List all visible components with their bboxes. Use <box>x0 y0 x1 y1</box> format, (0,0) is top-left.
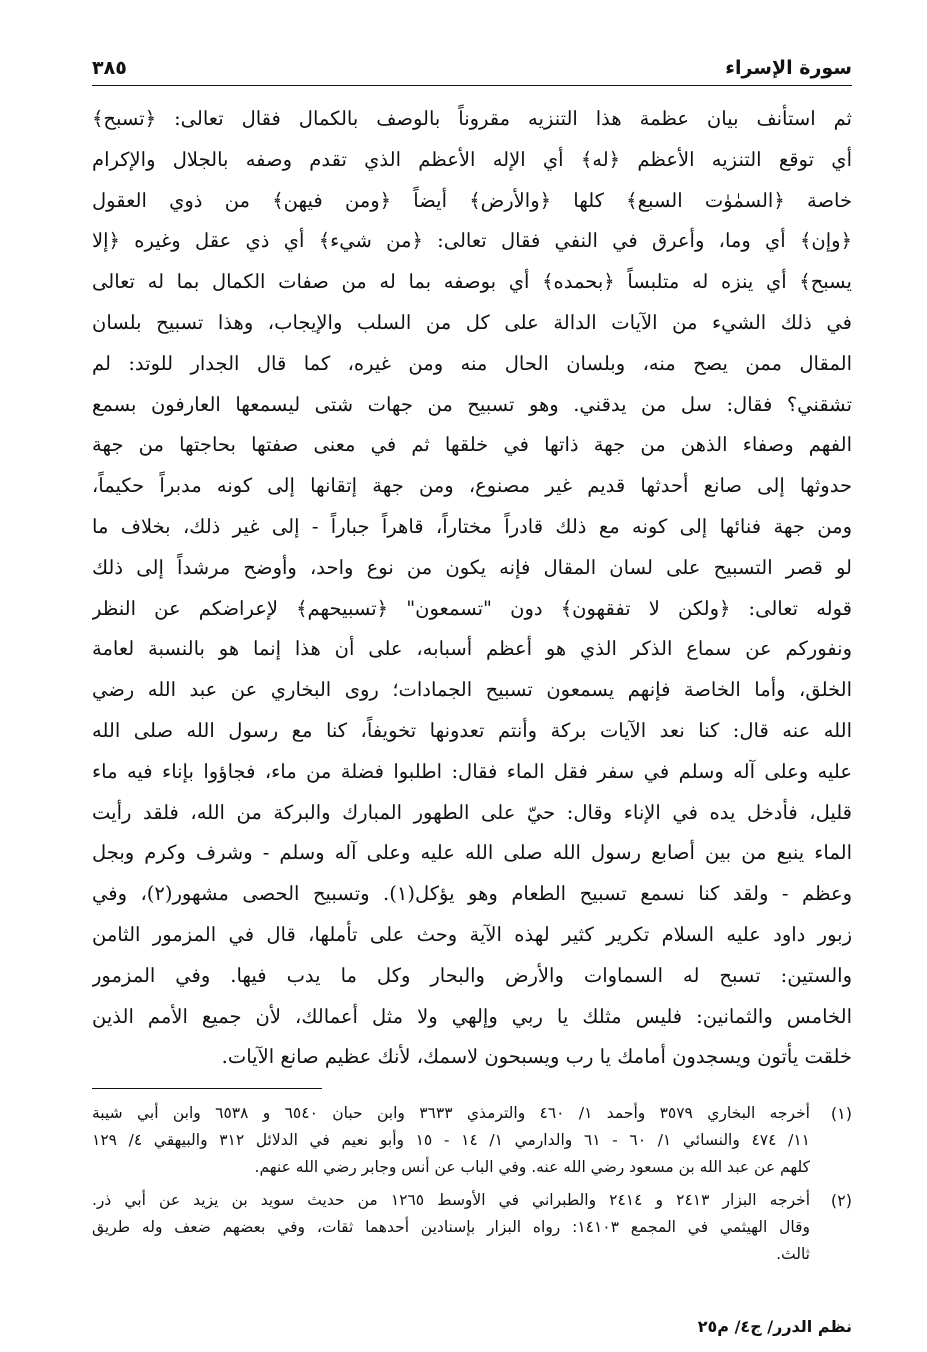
footnote-divider <box>92 1088 322 1089</box>
text-line: حدوثها إلى صانع أحدثها قديم غير مصنوع، ومن جهة إتقانها إلى كونه مدبراً حكيماً، <box>92 474 852 498</box>
text-line: الله عنه قال: كنا نعد الآيات بركة وأنتم تعدونها تخويفاً، كنا مع رسول الله صلى الله <box>92 718 852 742</box>
text-line: والستين: تسبح له السماوات والأرض والبحار وكل ما يدب فيها. وفي المزمور <box>92 963 852 987</box>
footnote-line: ١١/ ٤٧٤ والنسائي ١/ ٦٠ - ٦١ والدارمي ١/ ١٤ - ١٥ وأبو نعيم في الدلائل ٣١٢ والبيهقي ٤/ ١٢٩ <box>92 1131 810 1149</box>
text-line: الخامس والثمانين: فليس مثلك يا ربي وإلهي ولا مثل أعمالك، لأن جميع الأمم الذين <box>92 1004 852 1028</box>
text-line: ومن جهة فنائها إلى كونه مع ذلك قادراً مختاراً، قاهراً جباراً - إلى غير ذلك، بخلاف ما <box>92 514 852 538</box>
text-line: عليه وعلى آله وسلم في سفر فقل الماء فقال: اطلبوا فضلة من ماء، فجاؤوا بإناء فيه ماء <box>92 759 852 783</box>
book-page <box>92 55 852 1345</box>
page-number: ٣٨٥ <box>92 57 127 79</box>
volume-signature: نظم الدرر/ ج٤/ م٢٥ <box>697 1317 852 1336</box>
text-line: زبور داود عليه السلام تكرير كثير لهذه الآية وحث على تأملها، قال في المزمور الثامن <box>92 922 852 946</box>
body-text <box>92 99 852 1078</box>
text-line: أي توقع التنزيه الأعظم ﴿له﴾ أي الإله الأعظم الذي تقدم وصفه بالجلال والإكرام <box>92 147 852 171</box>
text-line: ﴿وإن﴾ أي وما، وأعرق في النفي فقال تعالى: ﴿من شيء﴾ أي ذي عقل وغيره ﴿إلا <box>92 229 852 253</box>
text-line: قليل، فأدخل يده في الإناء وقال: حيّ على الطهور المبارك والبركة من الله، فلقد رأيت <box>92 800 852 824</box>
text-line: لو قصر التسبيح على لسان المقال فإنه يكون من نوع واحد، وأوضح مرشداً إلى ذلك <box>92 555 852 579</box>
footnote-number: (٢) <box>830 1191 852 1210</box>
footnote-line: أخرجه البزار ٢٤١٣ و ٢٤١٤ والطبراني في الأوسط ١٢٦٥ من حديث سويد بن يزيد عن أبي ذر. <box>92 1191 810 1209</box>
text-line: ثم استأنف بيان عظمة هذا التنزيه مقروناً بالوصف بالكمال فقال تعالى: ﴿تسبح﴾ <box>92 107 852 130</box>
footnotes <box>92 1100 852 1274</box>
text-line: يسبح﴾ أي ينزه له متلبساً ﴿بحمده﴾ أي بوصفه بما له من صفات الكمال بما له تعالى <box>92 270 852 294</box>
footnote-line: ثالث. <box>776 1245 810 1263</box>
text-line: المقال ممن يصح منه، وبلسان الحال منه ومن غيره، كما قال الجدار للوتد: لم <box>92 351 852 375</box>
text-line: ونفوركم عن سماع الذكر الذي هو أعظم أسبابه، على أن هذا إنما هو بالنسبة لعامة <box>92 637 852 661</box>
text-line: خلقت يأتون ويسجدون أمامك يا رب ويسبحون لاسمك، لأنك عظيم صانع الآيات. <box>221 1045 852 1069</box>
footnote-number: (١) <box>830 1104 852 1123</box>
surah-title: سورة الإسراء <box>725 57 852 79</box>
footnote-line: كلهم عن عبد الله بن مسعود رضي الله عنه. وفي الباب عن أنس وجابر رضي الله عنهم. <box>254 1158 810 1176</box>
footnote-line: أخرجه البخاري ٣٥٧٩ وأحمد ١/ ٤٦٠ والترمذي ٣٦٣٣ وابن حبان ٦٥٤٠ و ٦٥٣٨ وابن أبي شيبة <box>92 1104 810 1122</box>
text-line: في ذلك الشيء من الآيات الدالة على كل من السلب والإيجاب، وهذا تسبيح بلسان <box>92 310 852 334</box>
text-line: خاصة ﴿السمٰوٰت السبع﴾ كلها ﴿والأرض﴾ أيضاً ﴿ومن فيهن﴾ من ذوي العقول <box>92 188 852 212</box>
text-line: الخلق، وأما الخاصة فإنهم يسمعون تسبيح الجمادات؛ روى البخاري عن عبد الله رضي <box>92 678 852 702</box>
text-line: وعظم - ولقد كنا نسمع تسبيح الطعام وهو يؤكل(١). وتسبيح الحصى مشهور(٢)، وفي <box>92 882 852 906</box>
text-line: الفهم وصفاء الذهن من جهة ذاتها في خلقها ثم في معنى صفتها بحاجتها من جهة <box>92 433 852 457</box>
footnote <box>92 1187 852 1268</box>
running-header <box>92 55 852 86</box>
text-line: الماء ينبع من بين أصابع رسول الله صلى الله عليه وعلى آله وسلم - وشرف وكرم وبجل <box>92 841 852 865</box>
footnote <box>92 1100 852 1181</box>
text-line: تشقني؟ فقال: سل من يدقني. وهو تسبيح من جهات شتى ليسمعها العارفون بسمع <box>92 392 852 416</box>
footnote-line: وقال الهيثمي في المجمع ١٤١٠٣: رواه البزار بإسنادين أحدهما ثقات، وفي بعضهم ضعف وله طريق <box>92 1218 810 1236</box>
text-line: قوله تعالى: ﴿ولكن لا تفقهون﴾ دون "تسمعون" ﴿تسبيحهم﴾ لإعراضكم عن النظر <box>92 596 852 620</box>
